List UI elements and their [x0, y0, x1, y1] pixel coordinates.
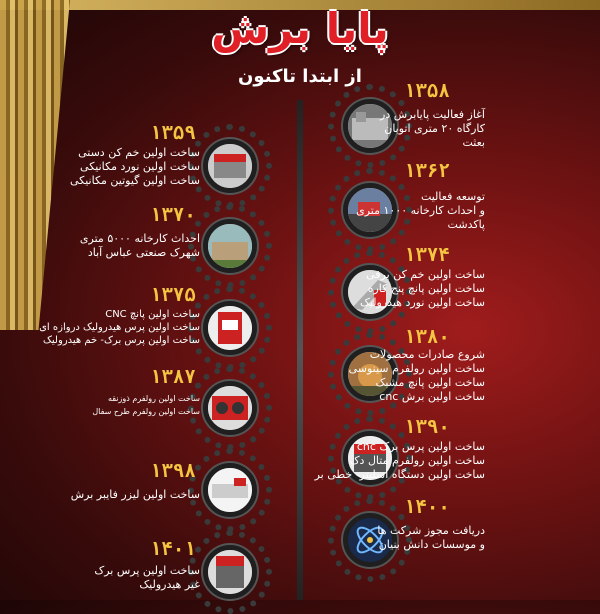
event-description: احداث کارخانه ۵۰۰۰ متری شهرک صنعتی عباس آباد [79, 232, 200, 259]
event-description: ساخت اولین پرس برک غیر هیدرولیک [94, 564, 200, 591]
event-description: ساخت اولین پانچ CNC ساخت اولین پرس هیدرولیک دروازه ای ساخت اولین پرس برک- خم هیدرولیک [39, 309, 200, 346]
photo-icon [208, 468, 252, 512]
event-year: ۱۳۷۰ [150, 204, 196, 226]
event-year: ۱۳۸۷ [150, 366, 196, 388]
event-description: آغاز فعالیت پایابرش در کارگاه ۲۰ متری اتوبان بعثت [380, 108, 485, 149]
event-description: توسعه فعالیت و احداث کارخانه ۱۰۰۰ متری پاکدشت [356, 190, 485, 231]
photo-icon [208, 386, 252, 430]
event-year: ۱۳۷۴ [404, 244, 450, 266]
event-description: دریافت مجوز شرکت ها و موسسات دانش بنیان [377, 524, 485, 551]
event-year: ۱۳۵۸ [404, 80, 450, 102]
event-year: ۱۳۹۸ [150, 460, 196, 482]
page-subtitle: از ابتدا تاکنون [238, 66, 362, 87]
photo-icon [208, 550, 252, 594]
page-title: پایا برش [211, 4, 389, 53]
photo-icon [208, 144, 252, 188]
timeline-photo-1359 [203, 139, 257, 193]
event-description: ساخت اولین خم کن برقی ساخت اولین پانچ پنج کاره ساخت اولین نورد هیدرولیک [359, 268, 485, 309]
photo-icon [208, 224, 252, 268]
event-description: ساخت اولین پرس برک cnc ساخت اولین رولفرم متال دک ساخت اولین دستگاه اسلیتر- خطی بر [314, 440, 485, 481]
timeline-photo-1387 [203, 381, 257, 435]
event-description: ساخت اولین لیزر فایبر برش [70, 488, 200, 501]
event-year: ۱۴۰۰ [404, 496, 450, 518]
event-description: ساخت اولین خم کن دستی ساخت اولین نورد مکانیکی ساخت اولین گیوتین مکانیکی [69, 146, 200, 187]
event-year: ۱۳۹۰ [404, 416, 450, 438]
event-year: ۱۳۶۲ [404, 160, 450, 182]
timeline-photo-1375 [203, 301, 257, 355]
event-year: ۱۳۷۵ [150, 284, 196, 306]
event-year: ۱۳۵۹ [150, 122, 196, 144]
timeline-photo-1401 [203, 545, 257, 599]
photo-icon [208, 306, 252, 350]
timeline-photo-1370 [203, 219, 257, 273]
event-description: ساخت اولین رولفرم ذوزنقه ساخت اولین رولفرم طرح سفال [92, 394, 200, 416]
event-year: ۱۳۸۰ [404, 326, 450, 348]
event-year: ۱۴۰۱ [150, 538, 196, 560]
timeline-photo-1398 [203, 463, 257, 517]
event-description: شروع صادرات محصولات ساخت اولین رولفرم سینوسی ساخت اولین پانچ مشبک ساخت اولین برش cnc [348, 348, 485, 403]
